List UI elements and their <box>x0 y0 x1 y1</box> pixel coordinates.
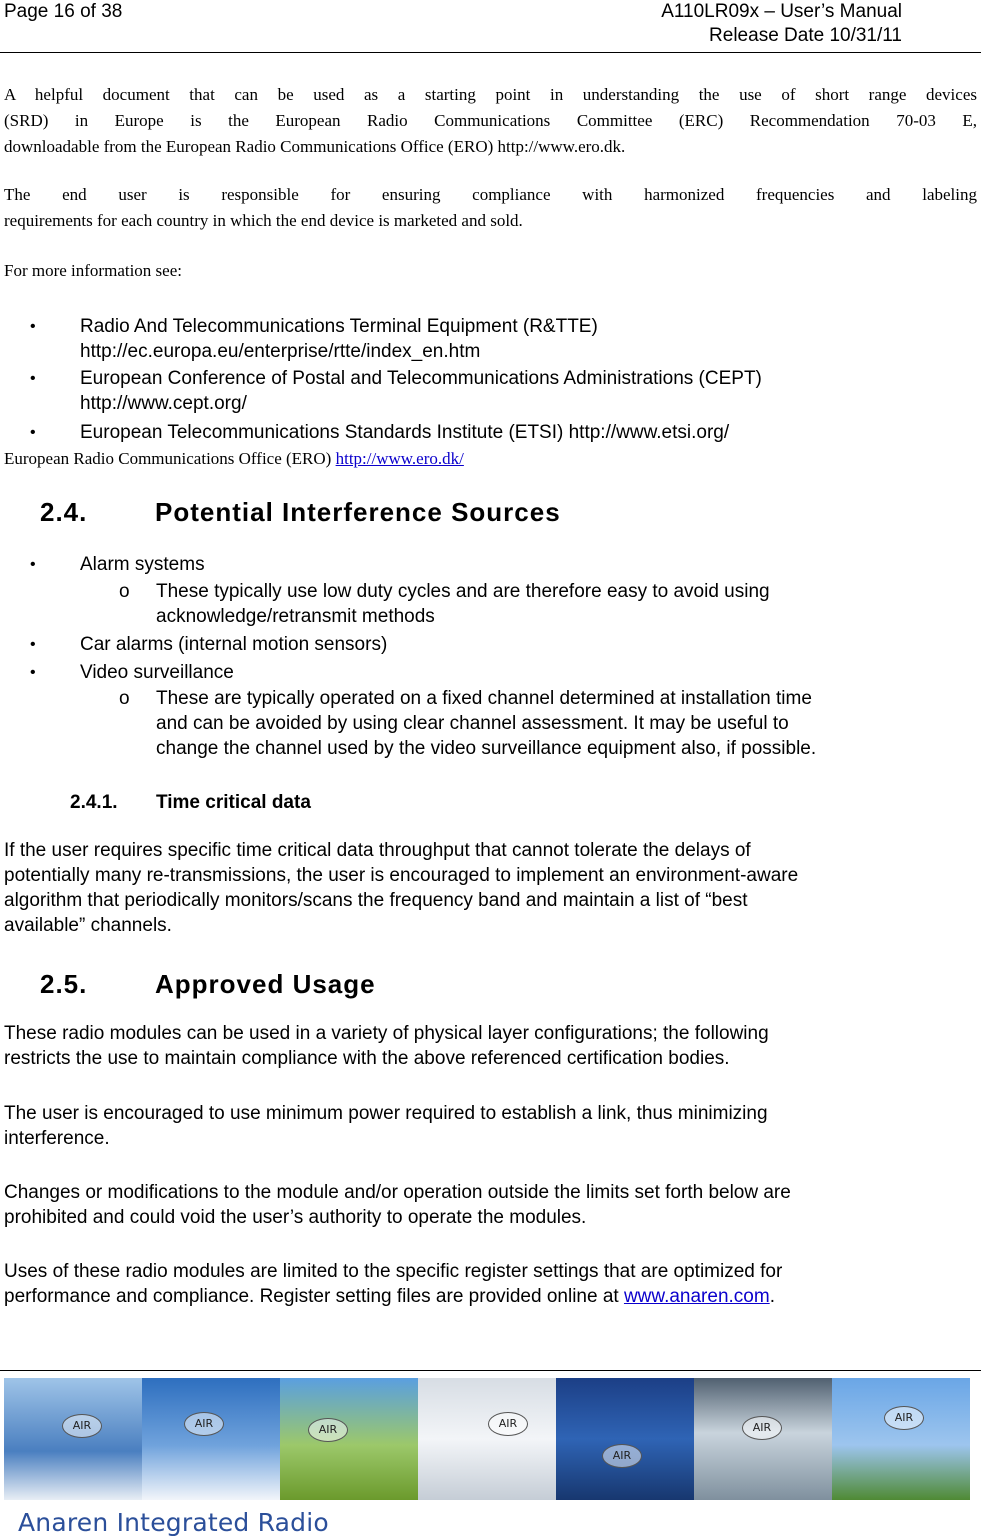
anaren-link[interactable]: www.anaren.com <box>623 1286 770 1307</box>
footer-photo-banner <box>4 1378 970 1500</box>
ero-link[interactable]: http://www.ero.dk/ <box>335 449 464 468</box>
air-badge: AIR <box>184 1412 224 1436</box>
bullet-car-alarms: • Car alarms (internal motion sensors) <box>80 632 387 657</box>
reference-list-item: • European Conference of Postal and Telecommunications Administrations (CEPT) http://www.cept.org/ <box>80 366 762 416</box>
skateboarder-photo <box>4 1378 142 1500</box>
approved-usage-paragraph-1: These radio modules can be used in a variety of physical layer configurations; the following restricts the use to maintain compliance with the above referenced certification bodies. <box>4 1023 769 1069</box>
snowboarder-photo <box>418 1378 556 1500</box>
intro-paragraph-line: downloadable from the European Radio Communications Office (ERO) http://www.ero.dk. <box>4 137 626 156</box>
sub-bullet-alarm-note: o These typically use low duty cycles and are therefore easy to avoid using acknowledge/retransmit methods <box>156 579 770 629</box>
skater-photo <box>832 1378 970 1500</box>
air-badge: AIR <box>602 1444 642 1468</box>
approved-usage-paragraph-2: The user is encouraged to use minimum power required to establish a link, thus minimizing interference. <box>4 1103 768 1149</box>
air-badge: AIR <box>884 1406 924 1430</box>
footer-divider <box>0 1370 981 1371</box>
ero-reference: European Radio Communications Office (ERO) http://www.ero.dk/ <box>4 449 464 468</box>
release-date: Release Date 10/31/11 <box>709 25 902 46</box>
intro-paragraph-line: (SRD) in Europe is the European Radio Communications Committee (ERC) Recommendation 70-03 E, <box>4 111 977 130</box>
bullet-alarm-systems: • Alarm systems <box>80 552 205 577</box>
more-info-label: For more information see: <box>4 261 182 280</box>
section-heading-2-4-1: 2.4.1. Time critical data <box>70 792 311 813</box>
responsibility-paragraph-line: The end user is responsible for ensuring compliance with harmonized frequencies and labeling <box>4 185 977 204</box>
reference-list-item: • European Telecommunications Standards Institute (ETSI) http://www.etsi.org/ <box>80 420 729 445</box>
kayaker-photo <box>694 1378 832 1500</box>
intro-paragraph-line: A helpful document that can be used as a starting point in understanding the use of short range devices <box>4 85 977 104</box>
bullet-video-surveillance: • Video surveillance <box>80 660 234 685</box>
air-badge: AIR <box>62 1414 102 1438</box>
document-title <box>661 0 902 48</box>
anaren-brand-logo: Anaren Integrated Radio <box>18 1508 329 1537</box>
sub-bullet-video-note: o These are typically operated on a fixed channel determined at installation time and can be avoided by using clear channel assessment. It may be useful to change the channel used by the video surveillance equipment also, if possible. <box>156 686 816 761</box>
time-critical-paragraph: If the user requires specific time critical data throughput that cannot tolerate the delays of potentially many re-transmissions, the user is encouraged to implement an environment-aware algorithm that periodically monitors/scans the frequency band and maintain a list of “best available” channels. <box>4 840 799 936</box>
responsibility-paragraph-line: requirements for each country in which the end device is marketed and sold. <box>4 211 523 230</box>
page-number: Page 16 of 38 <box>4 1 123 22</box>
air-badge: AIR <box>742 1416 782 1440</box>
air-badge: AIR <box>308 1418 348 1442</box>
page-header <box>0 0 981 53</box>
section-heading-2-5: 2.5. Approved Usage <box>40 969 376 999</box>
cyclist-photo <box>280 1378 418 1500</box>
section-heading-2-4: 2.4. Potential Interference Sources <box>40 497 561 527</box>
reference-list-item: • Radio And Telecommunications Terminal Equipment (R&TTE) http://ec.europa.eu/enterprise/rtte/index_en.htm <box>80 314 598 364</box>
approved-usage-paragraph-4: Uses of these radio modules are limited to the specific register settings that are optimized for performance and compliance. Register setting files are provided online at www.anaren.com. <box>4 1261 783 1307</box>
windsurfer-photo <box>556 1378 694 1500</box>
skier-photo <box>142 1378 280 1500</box>
manual-title: A110LR09x – User’s Manual <box>661 1 902 22</box>
air-badge: AIR <box>488 1412 528 1436</box>
approved-usage-paragraph-3: Changes or modifications to the module and/or operation outside the limits set forth below are prohibited and could void the user’s authority to operate the modules. <box>4 1182 791 1228</box>
